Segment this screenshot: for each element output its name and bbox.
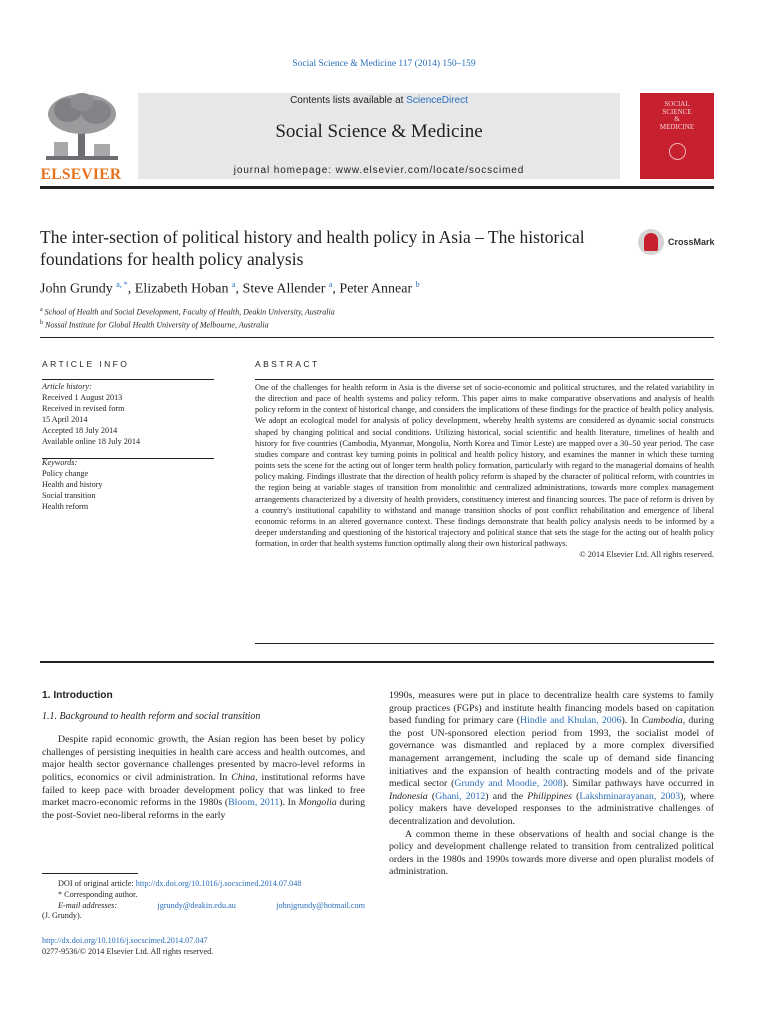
affiliation-item [40,318,714,331]
keywords-label: Keywords: [42,458,78,468]
email-link[interactable]: johnjgrundy@hotmail.com [276,900,365,910]
body-text: Despite rapid economic growth, the Asian region has been beset by policy challenges of persisting inequities in health care access and health outcomes, and major health sector governance challenges presented by macro-level reforms in politics, economics or civil administration. In [42,734,365,783]
corresponding-author-note: * Corresponding author. [58,889,138,899]
keyword: Social transition [42,491,96,501]
doi-original-label: DOI of original article: [58,879,136,888]
abstract-section-rule [40,661,714,663]
body-text: ). In [621,715,642,727]
history-item: Received 1 August 2013 [42,392,123,402]
elsevier-logo [40,90,122,186]
country-name: Philippines [527,790,572,802]
body-text: ). In [279,797,299,809]
body-text: ( [571,790,580,802]
journal-cover-image [640,93,714,179]
history-item: Accepted 18 July 2014 [42,425,118,435]
abstract-bottom-rule [255,643,714,644]
country-name: Indonesia [389,790,428,802]
affiliation-text: Nossal Institute for Global Health University of Melbourne, Australia [45,320,269,330]
journal-homepage[interactable]: journal homepage: www.elsevier.com/locate/socscimed [233,165,525,176]
subsection-heading: 1.1. Background to health reform and social transition [42,710,261,722]
history-item: 15 April 2014 [42,414,88,424]
body-text: ) and the [485,790,528,802]
cover-title-line: MEDICINE [659,122,695,131]
cover-seal-icon [669,143,686,160]
email-row [42,901,365,912]
history-item: Received in revised form [42,403,125,413]
reference-link[interactable]: Grundy and Moodie, 2008 [454,778,563,790]
author-name: Elizabeth Hoban [134,281,229,297]
affiliation-marker: a [40,307,43,313]
body-text: ( [427,790,436,802]
cover-title [640,101,714,131]
author-affiliation-link[interactable]: a, * [116,280,128,289]
abstract-text: One of the challenges for health reform in Asia is the diverse set of socio-economic and political structures, and the related variability in the direction and pace of health systems and policy reform. This paper aims to make comparative observations and analysis of health policy reform in the context of historical change, and considers the implications of these findings for the practice of health policy analysis. We adopt an ecological model for analysis of policy development, whereby health systems are considered as dynamic social constructs shaped by changing political and social conditions. Utilizing historical, social scientific and health literature, timelines of health and history for five countries (Cambodia, Myanmar, Mongolia, North Korea and Timor Leste) are mapped over a 30–50 year period. The case studies compare and contrast key turning points in political and health policy history, and examines the manner in which these turning points sets the scene for the acting out of longer term health policy formation, particularly with regard to the managerial domains of health policy making. Findings illustrate that the direction of health policy reform is shaped by the character of political reform, with countries in the region being at variable stages of transition from monolithic and centralized administrations, towards more complex management arrangements characterized by a diversity of health providers, constituency interest and financing sources. The pace of reform is driven by a country's institutional capability to withstand and manage transition shocks of post conflict rehabilitation and emergence of liberal economic reforms in an altered governance context. These findings demonstrate that health policy analysis needs to be informed by a deeper understanding and questioning of the historical trajectory and political stance that sets the stage for the acting out of health policy formation, in order that health systems function optimally along their own historical pathways. [255,383,714,549]
crossmark-bookmark-icon [644,233,658,251]
cover-title-line: & [674,115,680,123]
sciencedirect-link[interactable]: ScienceDirect [406,95,468,106]
footnote-rule [42,873,138,874]
abstract-heading: ABSTRACT [255,359,320,369]
author-list: John Grundy $^{a, *}$, Elizabeth Hoban $^a$, Steve Allender $^a$, Peter Annear $^b$ [40,280,420,297]
keyword: Policy change [42,469,89,479]
abstract-body [255,382,714,561]
article-info-heading: ARTICLE INFO [42,359,130,369]
masthead-rule [40,186,714,189]
crossmark-button[interactable] [638,229,718,259]
doi-original-row [42,879,365,890]
article-doi-link[interactable]: http://dx.doi.org/10.1016/j.socscimed.2014.07.047 [42,936,208,945]
reference-link[interactable]: Ghani, 2012 [435,790,486,802]
email-label: E-mail addresses: [58,900,118,910]
journal-name: Social Science & Medicine [275,121,483,142]
email-link[interactable]: jgrundy@deakin.edu.au [157,900,236,910]
body-text: , during the post UN-sponsored election period from 1993, the socialist model of governance was dismantled and replaced by a more complex diversified management arrangement, including the scale up of demand side financing initiatives and the expansion of health contracting models and of the private medical sector ( [389,715,714,790]
affiliation-item [40,305,714,318]
section-heading: 1. Introduction [42,690,113,701]
cover-title-line: SCIENCE [662,107,692,116]
keyword: Health reform [42,502,89,512]
affiliation-marker: b [40,319,43,326]
history-item: Available online 18 July 2014 [42,436,141,446]
article-identifiers [42,936,342,958]
affiliation-text: School of Health and Social Development, Faculty of Health, Deakin University, Australia [44,307,335,317]
body-text: , institutional reforms have failed to keep pace with broader development policy that was linked to free market macro-economic reforms in the 1980s ( [42,771,365,809]
author-name: John Grundy [40,281,113,297]
body-column-left [42,690,365,822]
title-rule [40,337,714,338]
email-owner: (J. Grundy). [42,911,82,921]
issn-copyright: 0277-9536/© 2014 Elsevier Ltd. All rights reserved. [42,946,214,956]
abstract-rule [255,379,714,380]
contents-prefix: Contents lists available at [290,95,407,106]
author-name: Steve Allender [242,281,326,297]
journal-masthead [40,80,714,184]
article-title: The inter-section of political history and health policy in Asia – The historical foundations for health policy analysis [40,227,585,269]
masthead-banner [138,93,620,179]
body-text: ), where policy makers have developed responses to the administrative challenges of decentralization and devolution. [389,790,714,827]
crossmark-icon [638,229,664,255]
author-affiliation-link[interactable]: b [415,280,420,289]
journal-citation[interactable]: Social Science & Medicine 117 (2014) 150–159 [292,59,476,69]
body-column-right [389,690,714,879]
body-paragraph [389,690,714,829]
crossmark-label: CrossMark [668,237,715,247]
article-info-rule [42,379,214,380]
country-name: Mongolia [298,797,337,809]
reference-link[interactable]: Hindle and Khulan, 2006 [520,715,622,727]
country-name: Cambodia [641,715,683,727]
author-affiliation-link[interactable]: a [231,280,236,289]
footnotes [42,879,365,922]
author-affiliation-link[interactable]: a [328,280,333,289]
article-history-label: Article history: [42,382,92,391]
reference-link[interactable]: Lakshminarayanan, 2003 [579,790,681,802]
doi-original-link[interactable]: http://dx.doi.org/10.1016/j.socscimed.2014.07.048 [135,879,302,888]
body-text: 1990s, measures were put in place to decentralize health care systems to family group practices (FGPs) and institute health financing models based on capitation based funding for primary care ( [389,690,714,727]
country-name: China [231,771,256,783]
elsevier-wordmark: ELSEVIER [40,166,122,183]
abstract-copyright: © 2014 Elsevier Ltd. All rights reserved. [579,550,714,560]
body-text: during the post-Soviet neo-liberal reforms in the early [42,797,365,821]
cover-title-line: SOCIAL [664,100,690,108]
body-paragraph: A common theme in these observations of health and social change is the policy and development challenge related to transition from centralized political orders in the 1980s and 1990s towards more diverse and open pluralist models of administration. [389,828,714,878]
contents-line [138,95,620,106]
elsevier-tree-icon [44,90,120,162]
keyword: Health and history [42,480,103,490]
body-text: ). Similar pathways have occurred in [562,778,714,790]
affiliations [40,305,714,330]
reference-link[interactable]: Bloom, 2011 [228,797,280,809]
body-paragraph [42,734,365,822]
author-name: Peter Annear [339,281,413,297]
article-info [42,382,214,513]
